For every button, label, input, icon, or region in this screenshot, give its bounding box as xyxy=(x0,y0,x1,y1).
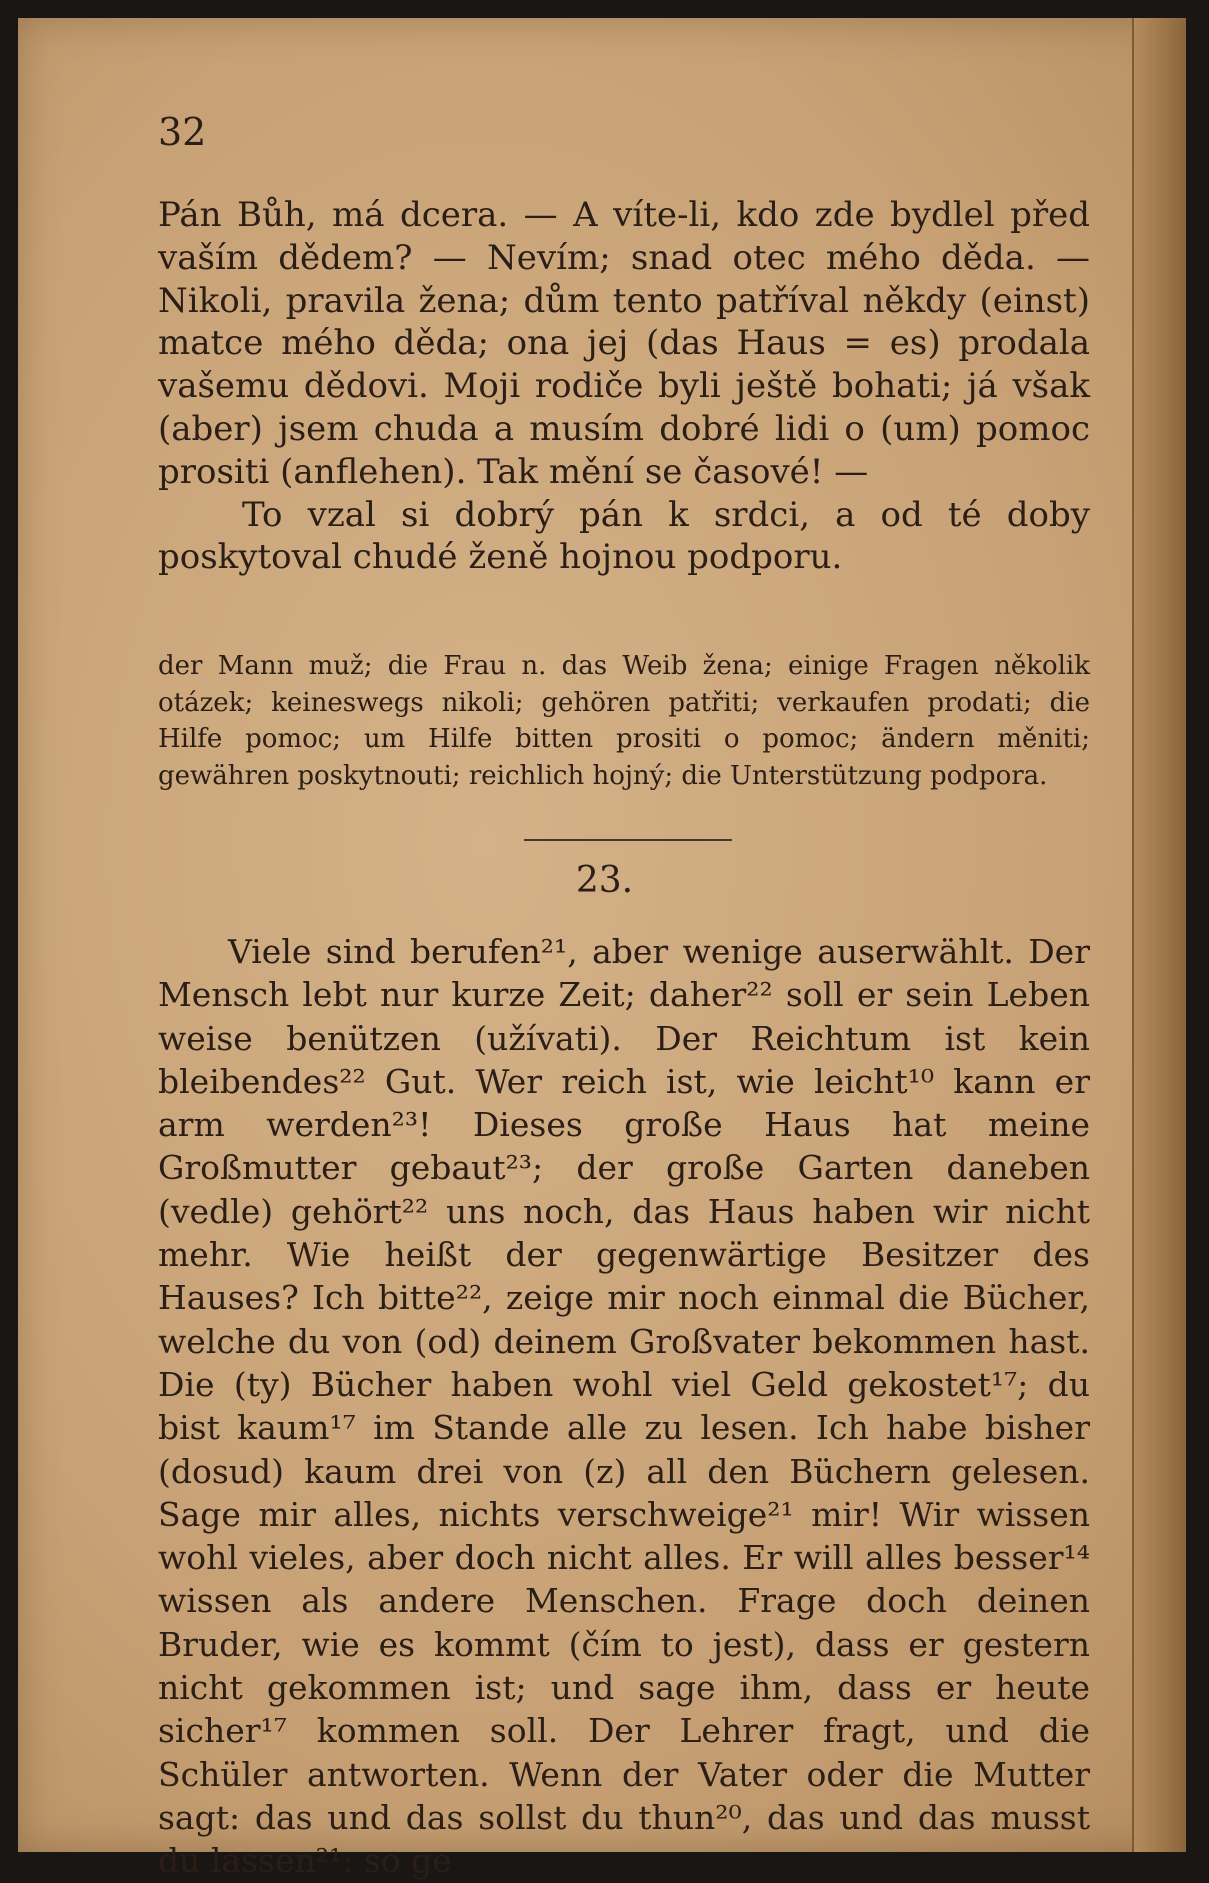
german-paragraph: Viele sind berufen²¹, aber wenige auserwählt. Der Mensch lebt nur kurze Zeit; daher²² soll er sein Leben weise benützen (užívati). Der Reichtum ist kein bleibendes²² Gut. Wer reich ist, wie leicht¹⁰ kann er arm werden²³! Dieses große Haus hat meine Großmutter gebaut²³; der große Garten daneben (vedle) gehört²² uns noch, das Haus haben wir nicht mehr. Wie heißt der gegenwärtige Besitzer des Hauses? Ich bitte²², zeige mir noch einmal die Bücher, welche du von (od) deinem Großvater bekommen hast. Die (ty) Bücher haben wohl viel Geld gekostet¹⁷; du bist kaum¹⁷ im Stande alle zu lesen. Ich habe bisher (dosud) kaum drei von (z) all den Büchern gelesen. Sage mir alles, nichts verschweige²¹ mir! Wir wissen wohl vieles, aber doch nicht alles. Er will alles besser¹⁴ wissen als andere Menschen. Frage doch deinen Bruder, wie es kommt (čím to jest), dass er gestern nicht gekommen ist; und sage ihm, dass er heute sicher¹⁷ kommen soll. Der Lehrer fragt, und die Schüler antworten. Wenn der Vater oder die Mutter sagt: das und das sollst du thun²⁰, das und das musst du lassen²¹: so ge xyxy=(158,932,1090,1881)
czech-text xyxy=(158,194,1090,579)
page-number: 32 xyxy=(158,110,207,154)
vocabulary-text: der Mann muž; die Frau n. das Weib žena; einige Fragen několik otázek; keineswegs nikoli; gehören patřiti; verkaufen prodati; die Hilfe pomoc; um Hilfe bitten prositi o pomoc; ändern měniti; gewähren poskytnouti; reichlich hojný; die Unterstützung podpora. xyxy=(158,651,1090,791)
czech-paragraph-1: Pán Bůh, má dcera. — A víte-li, kdo zde bydlel před vaším dědem? — Nevím; snad otec mého děda. — Nikoli, pravila žena; dům tento patříval někdy (einst) matce mého děda; ona jej (das Haus = es) prodala vašemu dědovi. Moji rodiče byli ještě bohati; já však (aber) jsem chuda a musím dobré lidi o (um) pomoc prositi (anflehen). Tak mění se časové! — xyxy=(158,195,1090,492)
vocabulary-notes xyxy=(158,648,1090,794)
section-divider xyxy=(524,839,732,841)
book-page xyxy=(18,18,1186,1881)
book-spine xyxy=(1132,18,1186,1852)
german-text xyxy=(158,930,1090,1883)
section-number: 23. xyxy=(575,860,634,901)
czech-paragraph-2: To vzal si dobrý pán k srdci, a od té doby poskytoval chudé ženě hojnou podporu. xyxy=(158,494,1090,578)
